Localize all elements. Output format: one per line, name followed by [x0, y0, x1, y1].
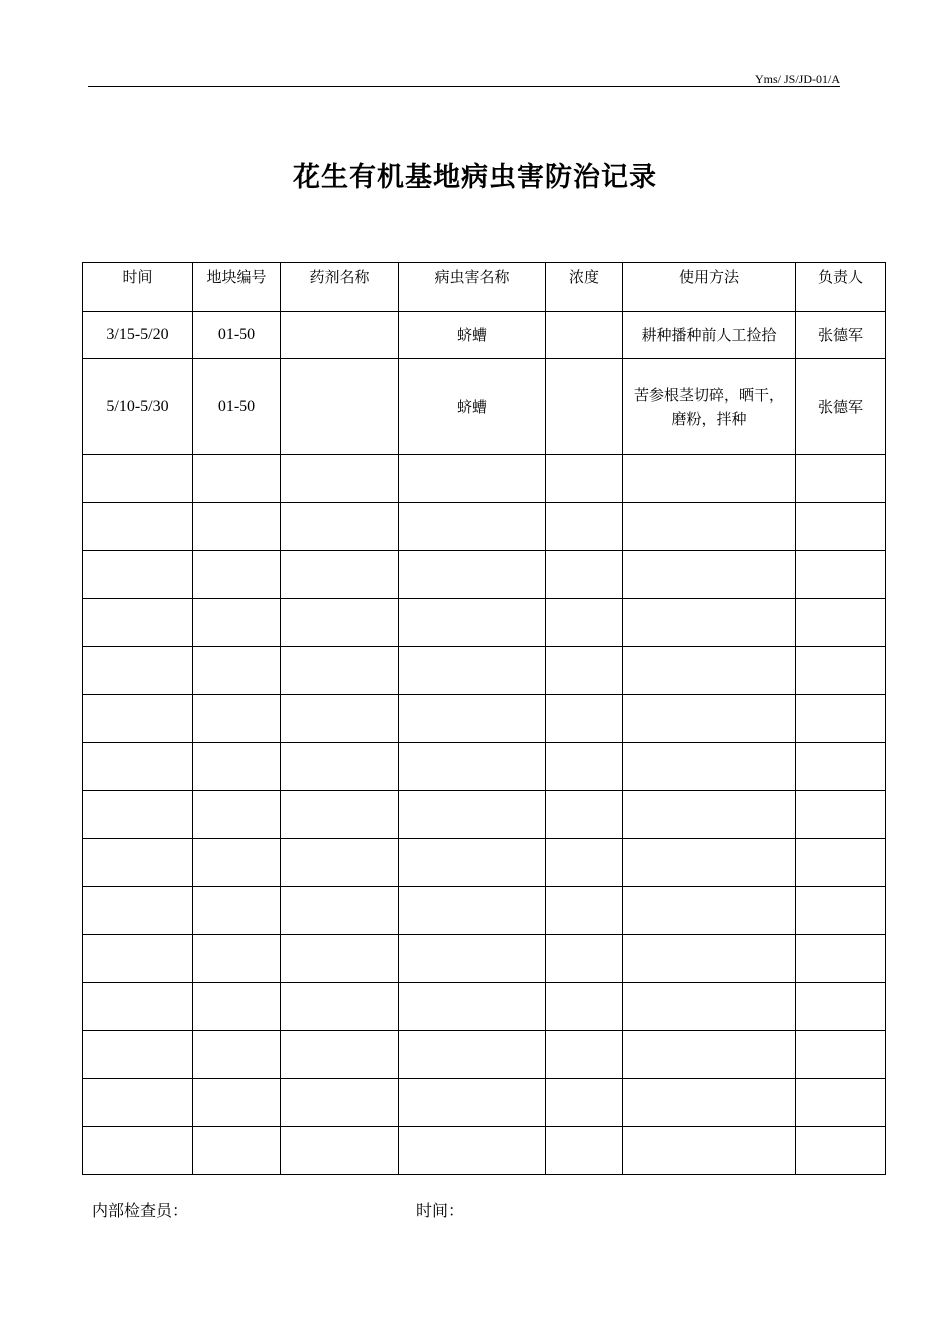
cell-plot-number-empty [193, 647, 281, 695]
cell-usage-method: 苦参根茎切碎，晒干，磨粉，拌种 [623, 359, 796, 455]
table-header-row [83, 263, 886, 312]
empty-table-row [83, 791, 886, 839]
cell-pesticide-name-empty [281, 599, 399, 647]
header-person-in-charge: 负责人 [796, 263, 886, 312]
cell-usage-method-empty [623, 743, 796, 791]
cell-plot-number-empty [193, 791, 281, 839]
cell-plot-number: 01-50 [193, 359, 281, 455]
cell-pest-name-empty [399, 743, 546, 791]
cell-concentration-empty [546, 743, 623, 791]
page-title: 花生有机基地病虫害防治记录 [293, 162, 657, 193]
cell-usage-method-empty [623, 791, 796, 839]
cell-concentration-empty [546, 983, 623, 1031]
cell-concentration [546, 359, 623, 455]
empty-table-row [83, 503, 886, 551]
header-pest-name: 病虫害名称 [399, 263, 546, 312]
cell-plot-number-empty [193, 455, 281, 503]
cell-time-empty [83, 455, 193, 503]
cell-person-in-charge-empty [796, 1031, 886, 1079]
empty-table-row [83, 743, 886, 791]
cell-concentration-empty [546, 887, 623, 935]
cell-pest-name-empty [399, 503, 546, 551]
cell-person-in-charge-empty [796, 743, 886, 791]
header-plot-number: 地块编号 [193, 263, 281, 312]
empty-table-row [83, 839, 886, 887]
cell-time-empty [83, 887, 193, 935]
cell-person-in-charge-empty [796, 551, 886, 599]
cell-pesticide-name-empty [281, 647, 399, 695]
cell-person-in-charge-empty [796, 791, 886, 839]
cell-pest-name-empty [399, 1031, 546, 1079]
cell-pest-name-empty [399, 887, 546, 935]
cell-plot-number-empty [193, 887, 281, 935]
cell-person-in-charge: 张德军 [796, 359, 886, 455]
cell-pesticide-name-empty [281, 839, 399, 887]
cell-concentration [546, 312, 623, 359]
cell-pesticide-name-empty [281, 983, 399, 1031]
cell-pesticide-name-empty [281, 1079, 399, 1127]
cell-concentration-empty [546, 551, 623, 599]
cell-usage-method-empty [623, 599, 796, 647]
cell-pesticide-name-empty [281, 551, 399, 599]
cell-concentration-empty [546, 839, 623, 887]
cell-person-in-charge-empty [796, 839, 886, 887]
cell-time-empty [83, 1031, 193, 1079]
cell-person-in-charge-empty [796, 935, 886, 983]
cell-concentration-empty [546, 1127, 623, 1175]
header-rule [88, 86, 840, 87]
cell-pesticide-name-empty [281, 1127, 399, 1175]
cell-pesticide-name-empty [281, 887, 399, 935]
header-time: 时间 [83, 263, 193, 312]
cell-pesticide-name [281, 312, 399, 359]
header-pesticide-name: 药剂名称 [281, 263, 399, 312]
header-usage-method: 使用方法 [623, 263, 796, 312]
cell-person-in-charge-empty [796, 983, 886, 1031]
cell-time-empty [83, 1079, 193, 1127]
empty-table-row [83, 887, 886, 935]
cell-time-empty [83, 503, 193, 551]
empty-table-row [83, 1127, 886, 1175]
cell-pesticide-name [281, 359, 399, 455]
cell-person-in-charge-empty [796, 1079, 886, 1127]
cell-concentration-empty [546, 935, 623, 983]
cell-pesticide-name-empty [281, 791, 399, 839]
cell-concentration-empty [546, 503, 623, 551]
cell-pest-name-empty [399, 791, 546, 839]
cell-pesticide-name-empty [281, 503, 399, 551]
cell-usage-method-empty [623, 983, 796, 1031]
cell-plot-number-empty [193, 1079, 281, 1127]
cell-concentration-empty [546, 599, 623, 647]
cell-usage-method-empty [623, 455, 796, 503]
cell-pest-name-empty [399, 839, 546, 887]
cell-pesticide-name-empty [281, 455, 399, 503]
cell-plot-number-empty [193, 695, 281, 743]
cell-person-in-charge-empty [796, 599, 886, 647]
cell-pest-name: 蛴螬 [399, 312, 546, 359]
empty-table-row [83, 551, 886, 599]
cell-plot-number: 01-50 [193, 312, 281, 359]
cell-concentration-empty [546, 1079, 623, 1127]
document-code: Yms/ JS/JD-01/A [754, 72, 840, 86]
cell-concentration-empty [546, 1031, 623, 1079]
cell-concentration-empty [546, 791, 623, 839]
cell-usage-method-empty [623, 1127, 796, 1175]
cell-concentration-empty [546, 647, 623, 695]
cell-time: 5/10-5/30 [83, 359, 193, 455]
cell-plot-number-empty [193, 983, 281, 1031]
empty-table-row [83, 983, 886, 1031]
cell-time-empty [83, 791, 193, 839]
table-row [83, 359, 886, 455]
cell-time-empty [83, 935, 193, 983]
empty-table-row [83, 599, 886, 647]
cell-pesticide-name-empty [281, 743, 399, 791]
table-row [83, 312, 886, 359]
header-concentration: 浓度 [546, 263, 623, 312]
cell-usage-method-empty [623, 1031, 796, 1079]
cell-usage-method-empty [623, 839, 796, 887]
cell-pest-name-empty [399, 695, 546, 743]
cell-usage-method-empty [623, 887, 796, 935]
cell-plot-number-empty [193, 743, 281, 791]
cell-plot-number-empty [193, 503, 281, 551]
cell-concentration-empty [546, 455, 623, 503]
cell-pest-name-empty [399, 599, 546, 647]
cell-pest-name-empty [399, 455, 546, 503]
cell-person-in-charge-empty [796, 887, 886, 935]
empty-table-row [83, 647, 886, 695]
cell-pesticide-name-empty [281, 1031, 399, 1079]
footer-time-label: 时间： [416, 1201, 465, 1220]
cell-plot-number-empty [193, 935, 281, 983]
cell-usage-method-empty [623, 551, 796, 599]
cell-time-empty [83, 647, 193, 695]
empty-table-row [83, 695, 886, 743]
cell-pest-name-empty [399, 983, 546, 1031]
pest-control-record-table [82, 262, 886, 1175]
cell-plot-number-empty [193, 1127, 281, 1175]
cell-person-in-charge-empty [796, 455, 886, 503]
empty-table-row [83, 1079, 886, 1127]
cell-usage-method-empty [623, 1079, 796, 1127]
cell-person-in-charge-empty [796, 695, 886, 743]
cell-time-empty [83, 599, 193, 647]
cell-usage-method-empty [623, 503, 796, 551]
cell-pest-name-empty [399, 647, 546, 695]
cell-pest-name-empty [399, 935, 546, 983]
cell-plot-number-empty [193, 839, 281, 887]
cell-time: 3/15-5/20 [83, 312, 193, 359]
cell-time-empty [83, 1127, 193, 1175]
cell-plot-number-empty [193, 551, 281, 599]
cell-time-empty [83, 743, 193, 791]
cell-time-empty [83, 551, 193, 599]
cell-pesticide-name-empty [281, 695, 399, 743]
cell-usage-method-empty [623, 695, 796, 743]
cell-person-in-charge: 张德军 [796, 312, 886, 359]
cell-plot-number-empty [193, 1031, 281, 1079]
cell-pest-name-empty [399, 551, 546, 599]
cell-person-in-charge-empty [796, 1127, 886, 1175]
cell-pest-name: 蛴螬 [399, 359, 546, 455]
cell-time-empty [83, 695, 193, 743]
cell-time-empty [83, 839, 193, 887]
empty-table-row [83, 935, 886, 983]
cell-time-empty [83, 983, 193, 1031]
cell-usage-method-empty [623, 647, 796, 695]
empty-table-row [83, 1031, 886, 1079]
cell-person-in-charge-empty [796, 647, 886, 695]
cell-usage-method: 耕种播种前人工捡拾 [623, 312, 796, 359]
inspector-label: 内部检查员： [92, 1201, 189, 1220]
cell-person-in-charge-empty [796, 503, 886, 551]
empty-table-row [83, 455, 886, 503]
cell-pesticide-name-empty [281, 935, 399, 983]
cell-pest-name-empty [399, 1127, 546, 1175]
cell-plot-number-empty [193, 599, 281, 647]
cell-usage-method-empty [623, 935, 796, 983]
cell-concentration-empty [546, 695, 623, 743]
cell-pest-name-empty [399, 1079, 546, 1127]
